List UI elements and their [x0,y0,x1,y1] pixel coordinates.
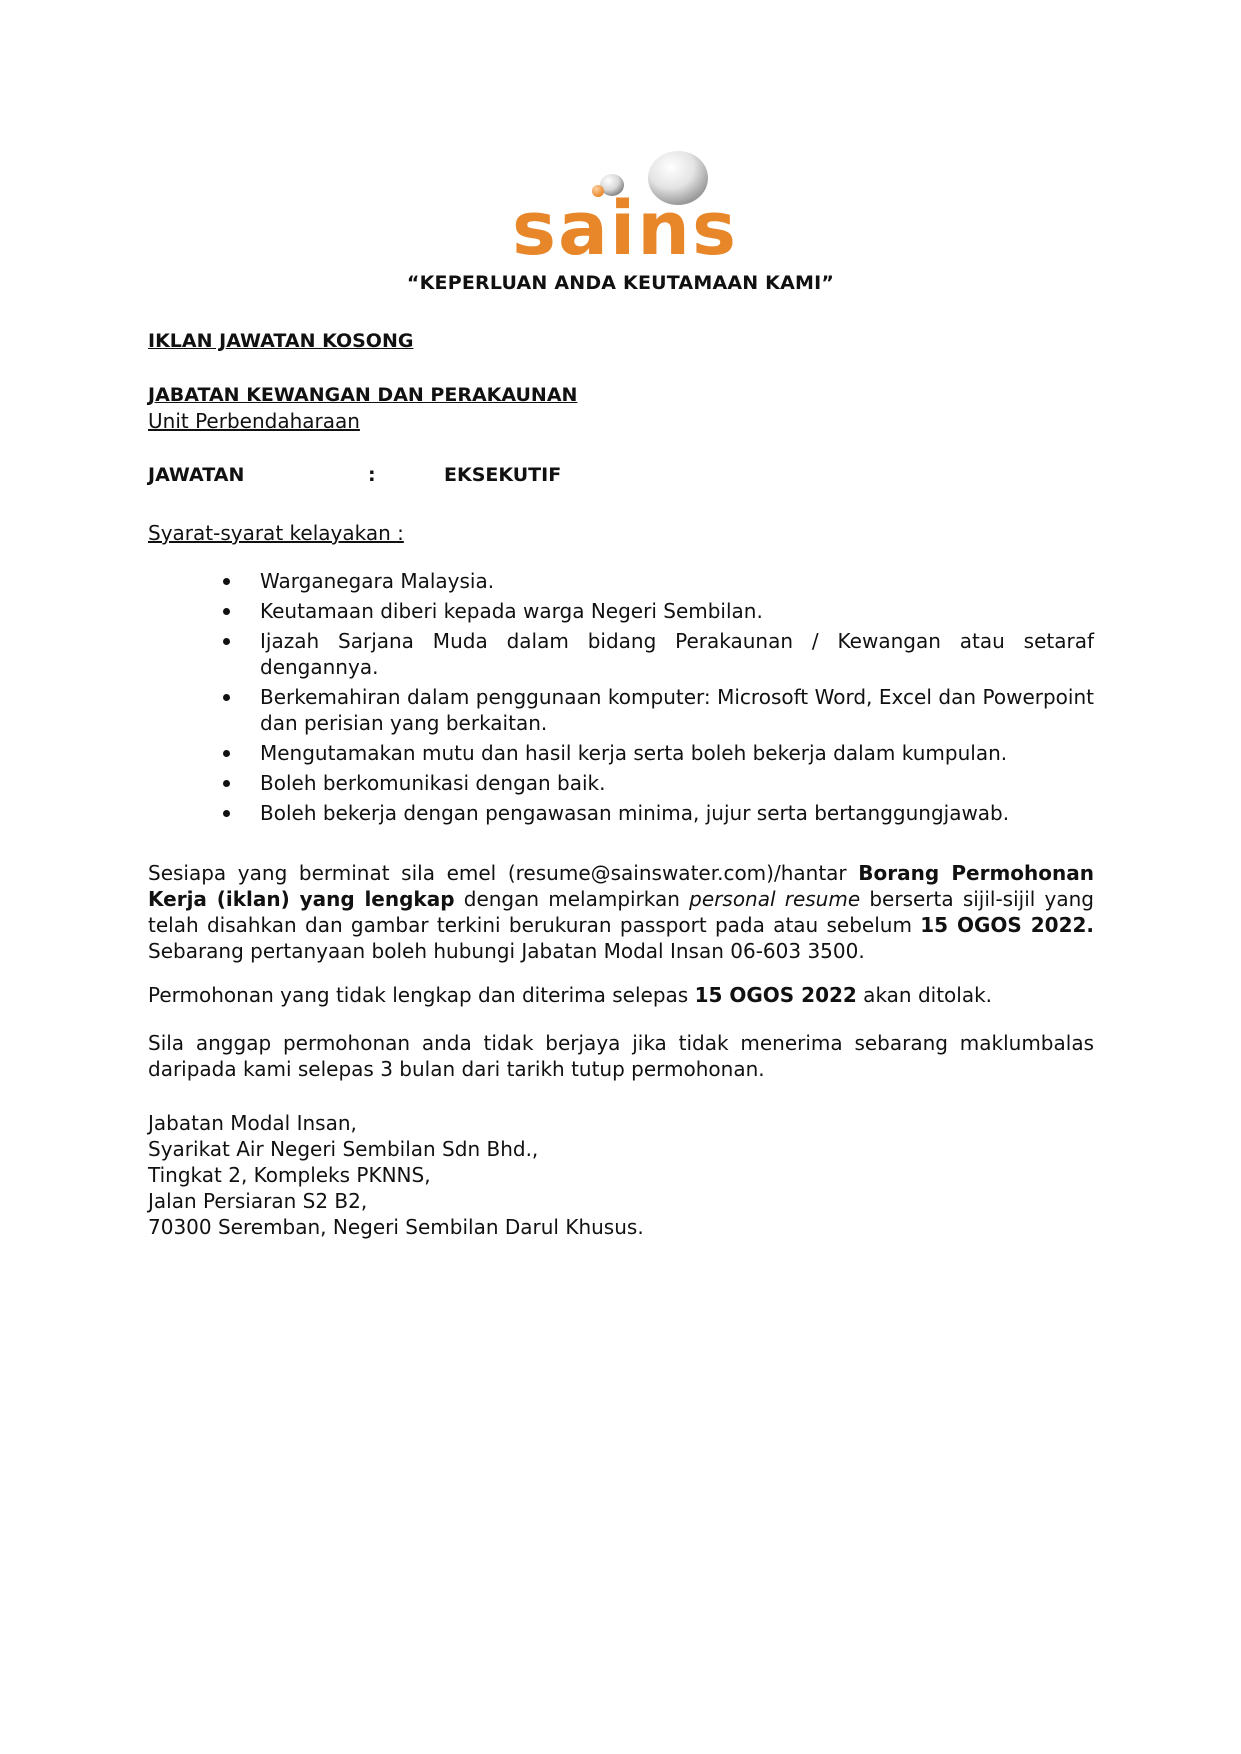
bullet-icon [223,578,230,585]
list-item: Mengutamakan mutu dan hasil kerja serta boleh bekerja dalam kumpulan. [260,740,1094,766]
application-instructions: Sesiapa yang berminat sila emel (resume@sainswater.com)/hantar Borang Permohonan Kerja (iklan) yang lengkap dengan melampirkan personal resume berserta sijil-sijil yang telah disahkan dan gambar terkini berukuran passport pada atau sebelum 15 OGOS 2022. Sebarang pertanyaan boleh hubungi Jabatan Modal Insan 06-603 3500. [148,861,1095,963]
incomplete-application-note: Permohonan yang tidak lengkap dan diterima selepas 15 OGOS 2022 akan ditolak. [148,983,993,1007]
requirements-heading: Syarat-syarat kelayakan : [148,521,404,545]
unsuccessful-note: Sila anggap permohonan anda tidak berjaya jika tidak menerima sebarang maklumbalas daripada kami selepas 3 bulan dari tarikh tutup permohonan. [148,1031,1094,1081]
tagline: “KEPERLUAN ANDA KEUTAMAAN KAMI” [406,272,835,294]
list-item: Ijazah Sarjana Muda dalam bidang Perakaunan / Kewangan atau setaraf dengannya. [260,628,1094,680]
address-line: Syarikat Air Negeri Sembilan Sdn Bhd., [148,1137,539,1161]
bullet-icon [223,638,230,645]
document-body [148,328,1094,1240]
list-item: Keutamaan diberi kepada warga Negeri Sembilan. [260,598,1094,624]
position-row [148,462,1094,488]
department-heading: JABATAN KEWANGAN DAN PERAKAUNAN [148,384,578,406]
address-line: Tingkat 2, Kompleks PKNNS, [148,1163,431,1187]
sains-logo [480,148,770,260]
bullet-icon [223,694,230,701]
bullet-icon [223,750,230,757]
address-line: Jalan Persiaran S2 B2, [148,1189,368,1213]
address-line: Jabatan Modal Insan, [148,1111,357,1135]
list-item: Berkemahiran dalam penggunaan komputer: Microsoft Word, Excel dan Powerpoint dan perisian yang berkaitan. [260,684,1094,736]
address-block [148,1110,1094,1240]
closing-date: 15 OGOS 2022. [920,913,1094,937]
list-item: Boleh bekerja dengan pengawasan minima, jujur serta bertanggungjawab. [260,800,1094,826]
position-value: EKSEKUTIF [444,464,562,486]
unit-name: Unit Perbendaharaan [148,409,360,433]
requirements-list [148,568,1094,826]
list-item: Boleh berkomunikasi dengan baik. [260,770,1094,796]
position-label: JAWATAN [148,464,245,486]
bullet-icon [223,810,230,817]
bullet-icon [223,608,230,615]
ad-heading: IKLAN JAWATAN KOSONG [148,330,414,352]
position-colon: : [368,464,376,486]
address-line: 70300 Seremban, Negeri Sembilan Darul Khusus. [148,1215,644,1239]
list-item: Warganegara Malaysia. [260,568,1094,594]
bullet-icon [223,780,230,787]
logo-wordmark: sains [511,186,739,260]
